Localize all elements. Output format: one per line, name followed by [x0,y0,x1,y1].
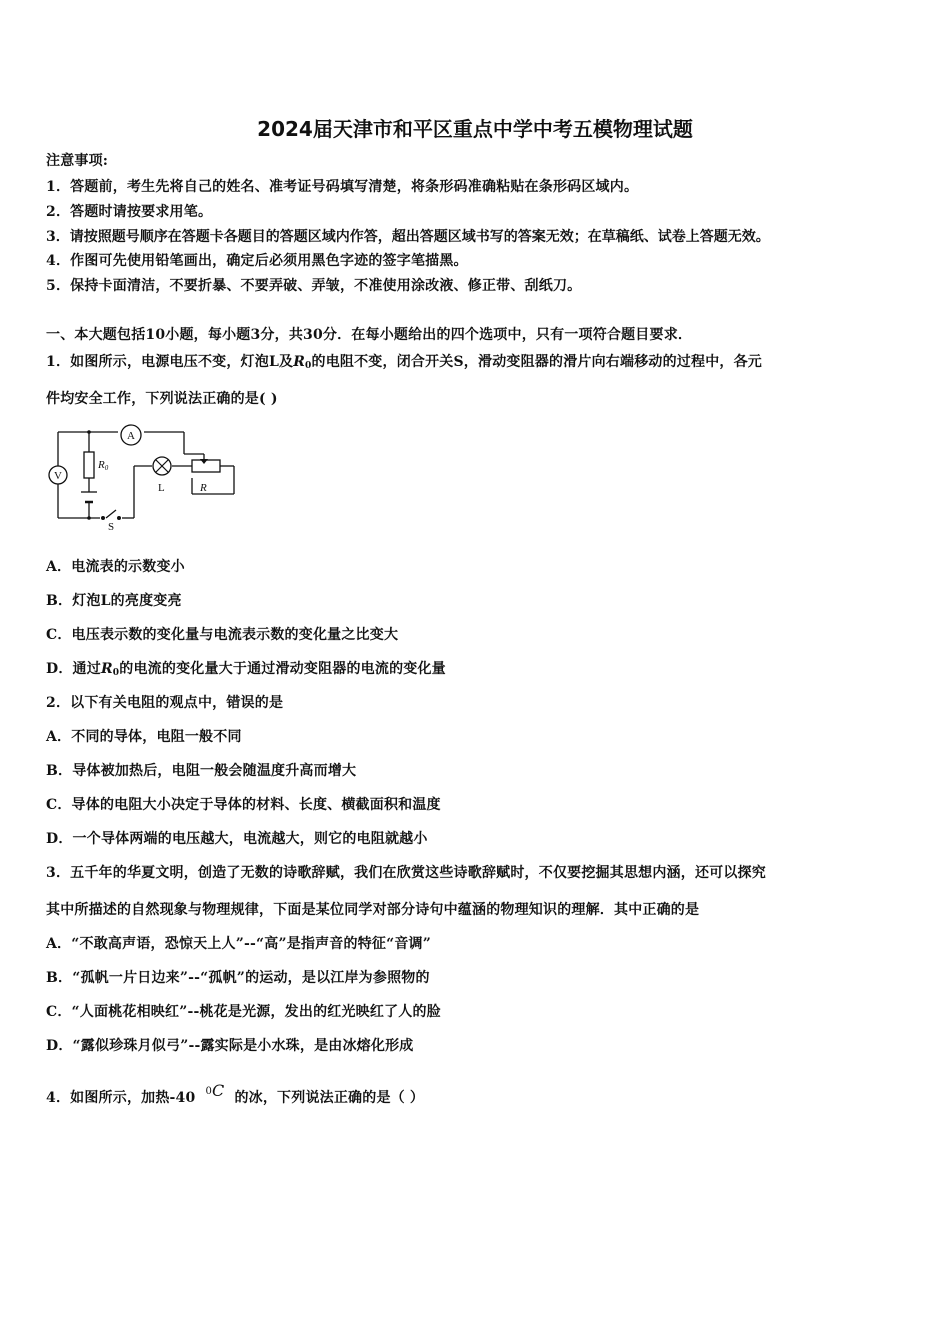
q1-stem-line2: 件均安全工作，下列说法正确的是( ) [46,391,278,407]
q2-option-b: B．导体被加热后，电阻一般会随温度升高而增大 [46,763,357,779]
notice-item: 1．答题前，考生先将自己的姓名、准考证号码填写清楚，将条形码准确粘贴在条形码区域内。 [46,179,639,195]
q1-stem-line1: 1．如图所示，电源电压不变，灯泡L及$R_0$的电阻不变，闭合开关S，滑动变阻器的滑片向右端移动的过程中，各元 [46,354,763,371]
circuit-diagram [44,422,244,532]
switch-contact-icon [101,516,105,520]
q2-option-a: A．不同的导体，电阻一般不同 [46,729,242,745]
notice-item: 2．答题时请按要求用笔。 [46,204,213,220]
section-heading: 一、本大题包括10小题，每小题3分，共30分．在每小题给出的四个选项中，只有一项符合题目要求． [46,327,693,343]
q1-option-b: B．灯泡L的亮度变亮 [46,593,182,609]
switch-label: S [108,521,115,532]
q1-option-a: A．电流表的示数变小 [46,559,185,575]
q2-stem: 2．以下有关电阻的观点中，错误的是 [46,695,284,711]
notice-item: 3．请按照题号顺序在答题卡各题目的答题区域内作答，超出答题区域书写的答案无效；在草稿纸、试卷上答题无效。 [46,229,770,245]
lamp-label: L [158,482,165,494]
q3-option-c: C．“人面桃花相映红”--桃花是光源，发出的红光映红了人的脸 [46,1004,441,1020]
q3-option-d: D．“露似珍珠月似弓”--露实际是小水珠，是由冰熔化形成 [46,1038,414,1054]
ammeter-label: A [127,430,135,442]
q1-option-c: C．电压表示数的变化量与电流表示数的变化量之比变大 [46,627,399,643]
q2-option-d: D．一个导体两端的电压越大，电流越大，则它的电阻就越小 [46,831,428,847]
notice-item: 4．作图可先使用铅笔画出，确定后必须用黑色字迹的签字笔描黑。 [46,253,468,269]
q3-option-b: B．“孤帆一片日边来”--“孤帆”的运动，是以江岸为参照物的 [46,970,430,986]
rheostat-label: R [200,482,207,494]
q3-option-a: A．“不敢高声语，恐惊天上人”--“高”是指声音的特征“音调” [46,936,431,952]
rheostat-icon [192,460,220,472]
voltmeter-label: V [54,470,62,482]
resistor-r0-icon [84,452,94,478]
r0-symbol: R [293,354,306,370]
q3-stem-line1: 3．五千年的华夏文明，创造了无数的诗歌辞赋，我们在欣赏这些诗歌辞赋时，不仅要挖掘其思想内涵，还可以探究 [46,865,766,881]
q3-stem-line2: 其中所描述的自然现象与物理规律，下面是某位同学对部分诗句中蕴涵的物理知识的理解．其中正确的是 [46,902,700,918]
notice-item: 5．保持卡面清洁，不要折暴、不要弄破、弄皱，不准使用涂改液、修正带、刮纸刀。 [46,278,582,294]
q2-option-c: C．导体的电阻大小决定于导体的材料、长度、横截面积和温度 [46,797,441,813]
q4-stem: 4．如图所示，加热-40 $^0$C 的冰，下列说法正确的是（ ） [46,1081,425,1106]
q1-option-d: D．通过$R_0$的电流的变化量大于通过滑动变阻器的电流的变化量 [46,661,446,678]
r0-label: R0 [98,459,109,472]
notice-heading: 注意事项: [46,153,109,169]
page-title: 2024届天津市和平区重点中学中考五模物理试题 [257,117,693,141]
